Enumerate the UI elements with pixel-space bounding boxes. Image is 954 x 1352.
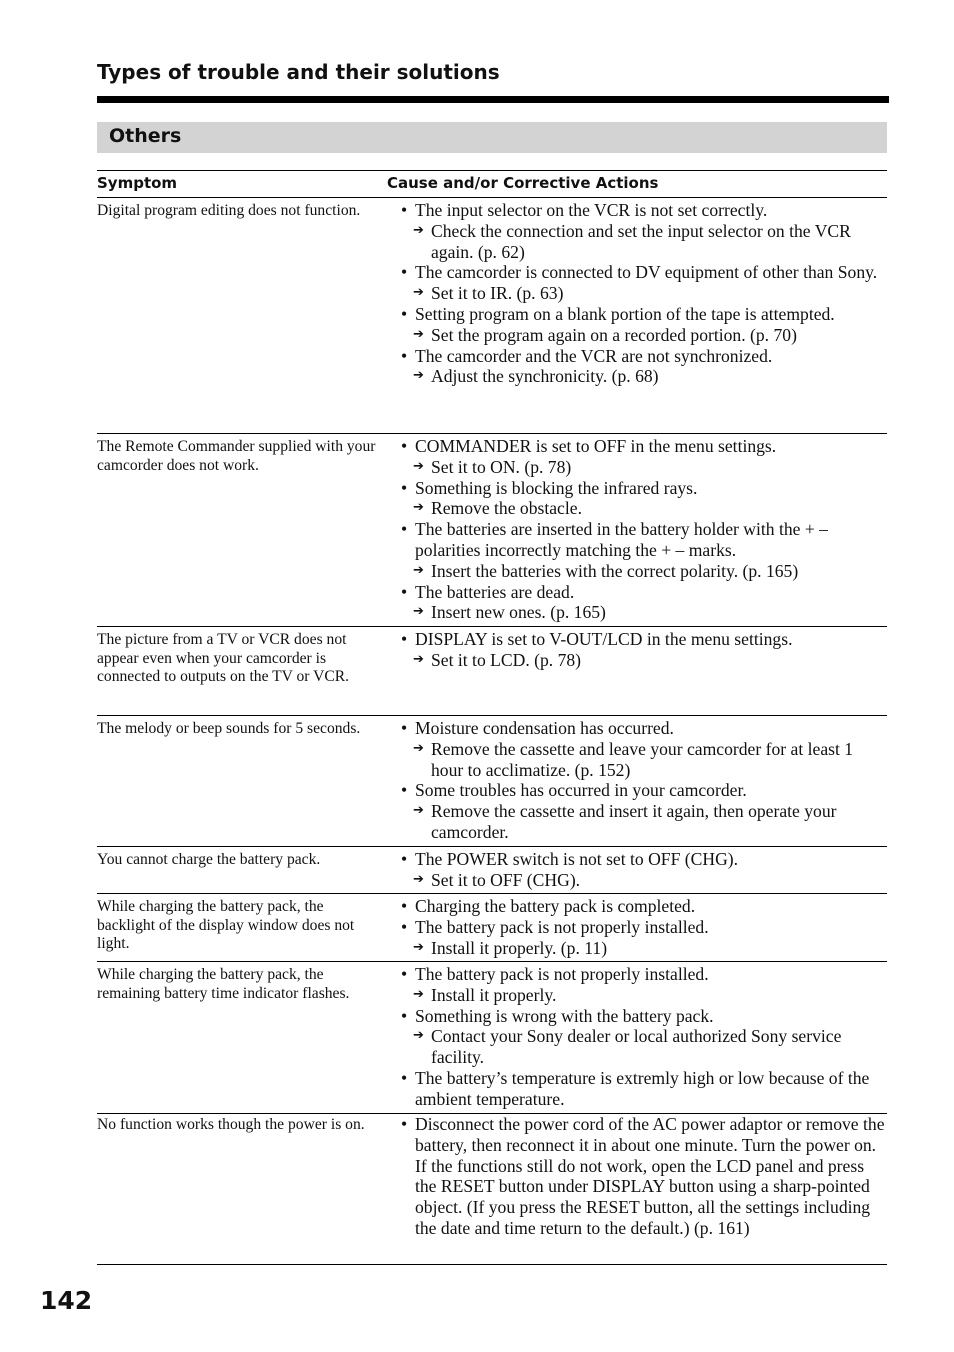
symptom-text: The Remote Commander supplied with your camcorder does not work. [97,438,376,474]
cause-item: • Something is blocking the infrared rays. [401,477,698,498]
action-text: Adjust the synchronicity. (p. 68) [431,366,659,387]
table-row [97,716,887,847]
action-text: Install it properly. [431,984,557,1005]
cause-text: Setting program on a blank portion of the tape is attempted. [415,303,835,324]
action-item [401,985,887,1006]
table-row [97,847,887,894]
cause-text: Charging the battery pack is completed. [415,896,696,916]
arrow-right-icon: ➔ [413,651,424,667]
arrow-right-icon: ➔ [413,1028,424,1044]
arrow-right-icon: ➔ [413,604,424,620]
table-row [97,627,887,716]
action-text: Insert the batteries with the correct polarity. (p. 165) [431,560,799,581]
arrow-right-icon: ➔ [413,871,424,887]
arrow-right-icon: ➔ [413,500,424,516]
table-row [97,894,887,962]
arrow-right-icon: ➔ [413,326,424,342]
cause-item: • DISPLAY is set to V-OUT/LCD in the menu settings. [401,629,793,649]
cause-text: The battery pack is not properly installed. [415,916,709,937]
cause-list [401,896,887,958]
section-bar [97,122,887,153]
header-rule [97,96,889,103]
arrow-right-icon: ➔ [413,986,424,1002]
cause-item: • The battery pack is not properly installed. [401,964,709,984]
action-item [401,221,887,263]
cause-text: DISPLAY is set to V-OUT/LCD in the menu settings. [415,629,793,649]
action-text: Check the connection and set the input selector on the VCR again. (p. 62) [431,220,851,262]
cause-list [401,964,887,1110]
action-text: Set the program again on a recorded portion. (p. 70) [431,324,797,345]
action-text: Set it to LCD. (p. 78) [431,649,582,670]
cause-text: The batteries are inserted in the battery holder with the + – polarities incorrectly matching the + – marks. [415,519,828,560]
cause-text: Something is blocking the infrared rays. [415,477,698,498]
cause-item: • The battery pack is not properly installed. [401,916,709,937]
table-row [97,434,887,627]
trouble-table [97,170,887,1265]
col-header-cause: Cause and/or Corrective Actions [387,174,659,192]
table-row [97,1114,887,1265]
cause-text: The input selector on the VCR is not set correctly. [415,200,768,220]
action-item [401,366,887,387]
symptom-text: No function works though the power is on. [97,1116,365,1133]
cause-list [401,200,887,387]
cause-item: • Something is wrong with the battery pack. [401,1005,714,1026]
cause-text: The camcorder and the VCR are not synchronized. [415,345,773,366]
arrow-right-icon: ➔ [413,285,424,301]
section-title: Others [109,125,182,147]
cause-text: Moisture condensation has occurred. [415,718,674,738]
arrow-right-icon: ➔ [413,803,424,819]
cause-list [401,1114,887,1239]
arrow-right-icon: ➔ [413,740,424,756]
arrow-right-icon: ➔ [413,562,424,578]
action-text: Remove the cassette and leave your camcorder for at least 1 hour to acclimatize. (p. 152) [431,738,854,780]
action-item [401,602,887,623]
table-header [97,170,887,198]
table-row [97,962,887,1114]
action-text: Install it properly. (p. 11) [431,937,608,958]
cause-item: • Disconnect the power cord of the AC power adaptor or remove the battery, then reconnect it in about one minute. Turn the power on. If the functions still do not work, open the LCD panel and press the RESET button under DISPLAY button using a sharp-pointed object. (If you press the RESET button, all the settings including the date and time return to the default.) (p. 161) [401,1114,885,1238]
action-text: Contact your Sony dealer or local authorized Sony service facility. [431,1026,842,1068]
cause-list [401,718,887,843]
symptom-text: While charging the battery pack, the backlight of the display window does not light. [97,898,355,952]
cause-list [401,849,887,891]
cause-item: • The camcorder and the VCR are not synchronized. [401,345,773,366]
cause-item: • Moisture condensation has occurred. [401,718,674,738]
cause-text: The batteries are dead. [415,581,575,602]
cause-text: The battery pack is not properly installed. [415,964,709,984]
cause-list [401,436,887,623]
cause-item: • Charging the battery pack is completed. [401,896,696,916]
col-header-symptom: Symptom [97,174,178,192]
action-text: Set it to IR. (p. 63) [431,283,564,304]
symptom-text: You cannot charge the battery pack. [97,851,321,868]
arrow-right-icon: ➔ [413,458,424,474]
action-item [401,739,887,781]
cause-text: Disconnect the power cord of the AC power adaptor or remove the battery, then reconnect it in about one minute. Turn the power on. If the functions still do not work, open the LCD panel and press the RESET button under DISPLAY button using a sharp-pointed object. (If you press the RESET button, all the settings including the date and time return to the default.) (p. 161) [415,1114,885,1238]
cause-text: Something is wrong with the battery pack. [415,1005,714,1026]
cause-list [401,629,887,671]
cause-item: • The batteries are dead. [401,581,575,602]
symptom-text: The melody or beep sounds for 5 seconds. [97,720,361,737]
cause-item: • The battery’s temperature is extremly high or low because of the ambient temperature. [401,1067,870,1109]
table-row [97,198,887,434]
cause-text: Some troubles has occurred in your camcorder. [415,780,747,801]
cause-text: The camcorder is connected to DV equipment of other than Sony. [415,262,878,283]
cause-item: • Some troubles has occurred in your camcorder. [401,780,747,801]
action-item [401,283,887,304]
cause-text: The battery’s temperature is extremly high or low because of the ambient temperature. [415,1067,870,1109]
action-item [401,801,887,843]
cause-item: • COMMANDER is set to OFF in the menu settings. [401,436,777,456]
arrow-right-icon: ➔ [413,939,424,955]
action-item [401,938,887,959]
cause-item: • The batteries are inserted in the battery holder with the + – polarities incorrectly matching the + – marks. [401,519,828,560]
action-text: Set it to ON. (p. 78) [431,456,572,477]
action-item [401,498,887,519]
page-number: 142 [40,1286,93,1315]
action-item [401,457,887,478]
cause-item: • The input selector on the VCR is not set correctly. [401,200,768,220]
cause-item: • Setting program on a blank portion of the tape is attempted. [401,303,835,324]
action-text: Set it to OFF (CHG). [431,869,581,890]
cause-text: COMMANDER is set to OFF in the menu settings. [415,436,777,456]
action-text: Remove the cassette and insert it again, then operate your camcorder. [431,801,837,842]
cause-item: • The POWER switch is not set to OFF (CHG). [401,849,739,869]
action-text: Remove the obstacle. [431,498,582,519]
cause-text: The POWER switch is not set to OFF (CHG). [415,849,739,869]
action-item [401,561,887,582]
arrow-right-icon: ➔ [413,222,424,238]
action-item [401,325,887,346]
arrow-right-icon: ➔ [413,368,424,384]
action-text: Insert new ones. (p. 165) [431,602,606,623]
symptom-text: The picture from a TV or VCR does not appear even when your camcorder is connected to outputs on the TV or VCR. [97,631,350,685]
cause-item: • The camcorder is connected to DV equipment of other than Sony. [401,262,878,283]
action-item [401,650,887,671]
action-item [401,1026,887,1068]
page-header-title: Types of trouble and their solutions [97,60,500,84]
symptom-text: Digital program editing does not function. [97,202,361,219]
action-item [401,870,887,891]
symptom-text: While charging the battery pack, the remaining battery time indicator flashes. [97,966,350,1002]
